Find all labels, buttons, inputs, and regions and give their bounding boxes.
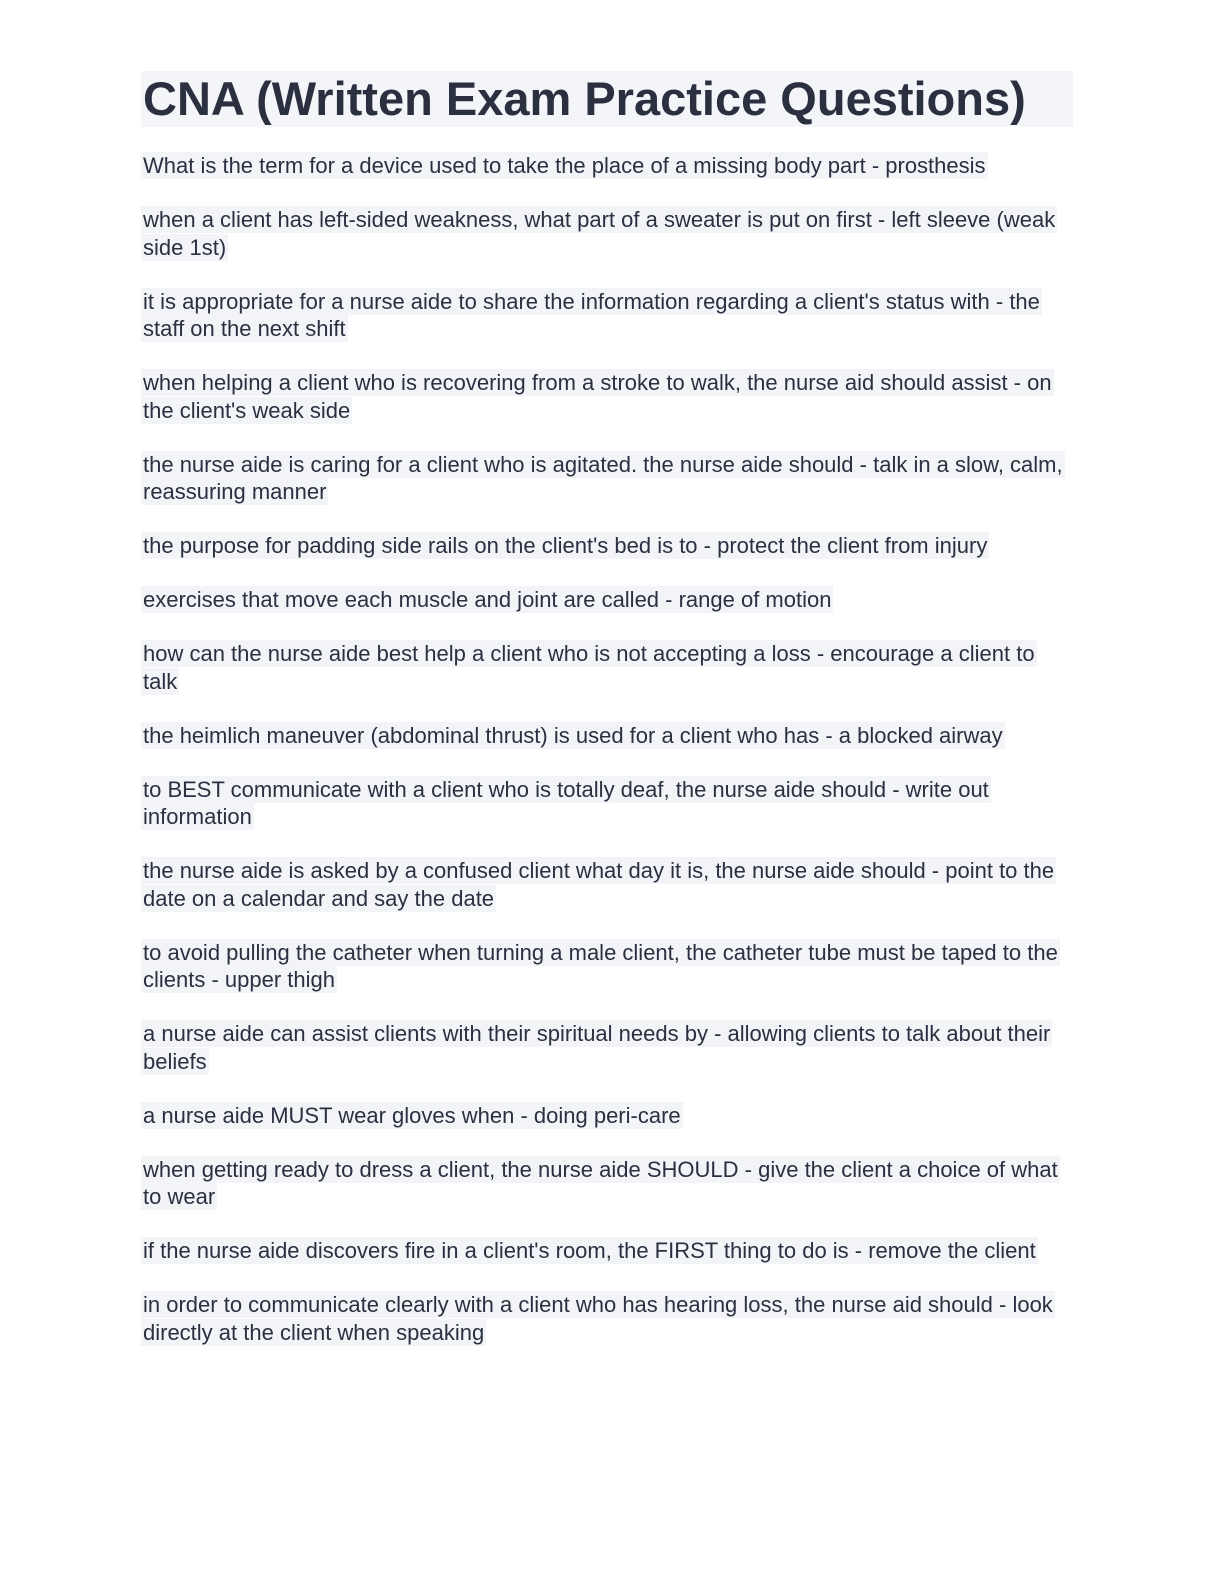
question-text: if the nurse aide discovers fire in a client's room, the FIRST thing to do is - remove the client [143, 1238, 1036, 1263]
question-text: a nurse aide can assist clients with their spiritual needs by - allowing clients to talk about their beliefs [143, 1021, 1051, 1074]
question-item [141, 586, 1073, 614]
question-text: to avoid pulling the catheter when turning a male client, the catheter tube must be taped to the clients - upper thigh [143, 939, 1058, 992]
question-text: the nurse aide is asked by a confused client what day it is, the nurse aide should - point to the date on a calendar and say the date [143, 858, 1055, 911]
question-item [141, 288, 1073, 343]
question-text: What is the term for a device used to take the place of a missing body part - prosthesis [143, 153, 986, 178]
question-item [141, 206, 1073, 261]
question-text: the nurse aide is caring for a client who is agitated. the nurse aide should - talk in a slow, calm, reassuring manner [143, 451, 1063, 504]
question-text: when helping a client who is recovering from a stroke to walk, the nurse aid should assist - on the client's weak side [143, 370, 1052, 423]
question-item [141, 1020, 1073, 1075]
question-text: when a client has left-sided weakness, what part of a sweater is put on first - left sleeve (weak side 1st) [143, 207, 1056, 260]
question-item [141, 1102, 1073, 1130]
question-item [141, 532, 1073, 560]
question-item [141, 1156, 1073, 1211]
question-text: in order to communicate clearly with a client who has hearing loss, the nurse aid should - look directly at the client when speaking [143, 1292, 1053, 1345]
question-item [141, 1237, 1073, 1265]
question-text: a nurse aide MUST wear gloves when - doing peri-care [143, 1102, 681, 1128]
question-text: how can the nurse aide best help a client who is not accepting a loss - encourage a client to talk [143, 641, 1035, 694]
question-text: the purpose for padding side rails on the client's bed is to - protect the client from injury [143, 533, 988, 558]
question-text: it is appropriate for a nurse aide to share the information regarding a client's status with - the staff on the next shift [143, 288, 1040, 341]
question-text: the heimlich maneuver (abdominal thrust) is used for a client who has - a blocked airway [143, 722, 1003, 748]
question-item [141, 369, 1073, 424]
question-item [141, 857, 1073, 912]
question-item [141, 1291, 1073, 1346]
question-item [141, 451, 1073, 506]
question-list [141, 152, 1073, 1373]
question-text: when getting ready to dress a client, the nurse aide SHOULD - give the client a choice of what to wear [143, 1156, 1058, 1209]
title-box [141, 71, 1073, 127]
question-item [141, 776, 1073, 831]
document-page [141, 71, 1073, 1345]
page-title: CNA (Written Exam Practice Questions) [143, 72, 1026, 125]
question-text: exercises that move each muscle and joint are called - range of motion [143, 587, 832, 612]
question-item [141, 722, 1073, 750]
question-item [141, 939, 1073, 994]
question-text: to BEST communicate with a client who is totally deaf, the nurse aide should - write out information [143, 776, 989, 829]
question-item [141, 152, 1073, 180]
question-item [141, 640, 1073, 695]
